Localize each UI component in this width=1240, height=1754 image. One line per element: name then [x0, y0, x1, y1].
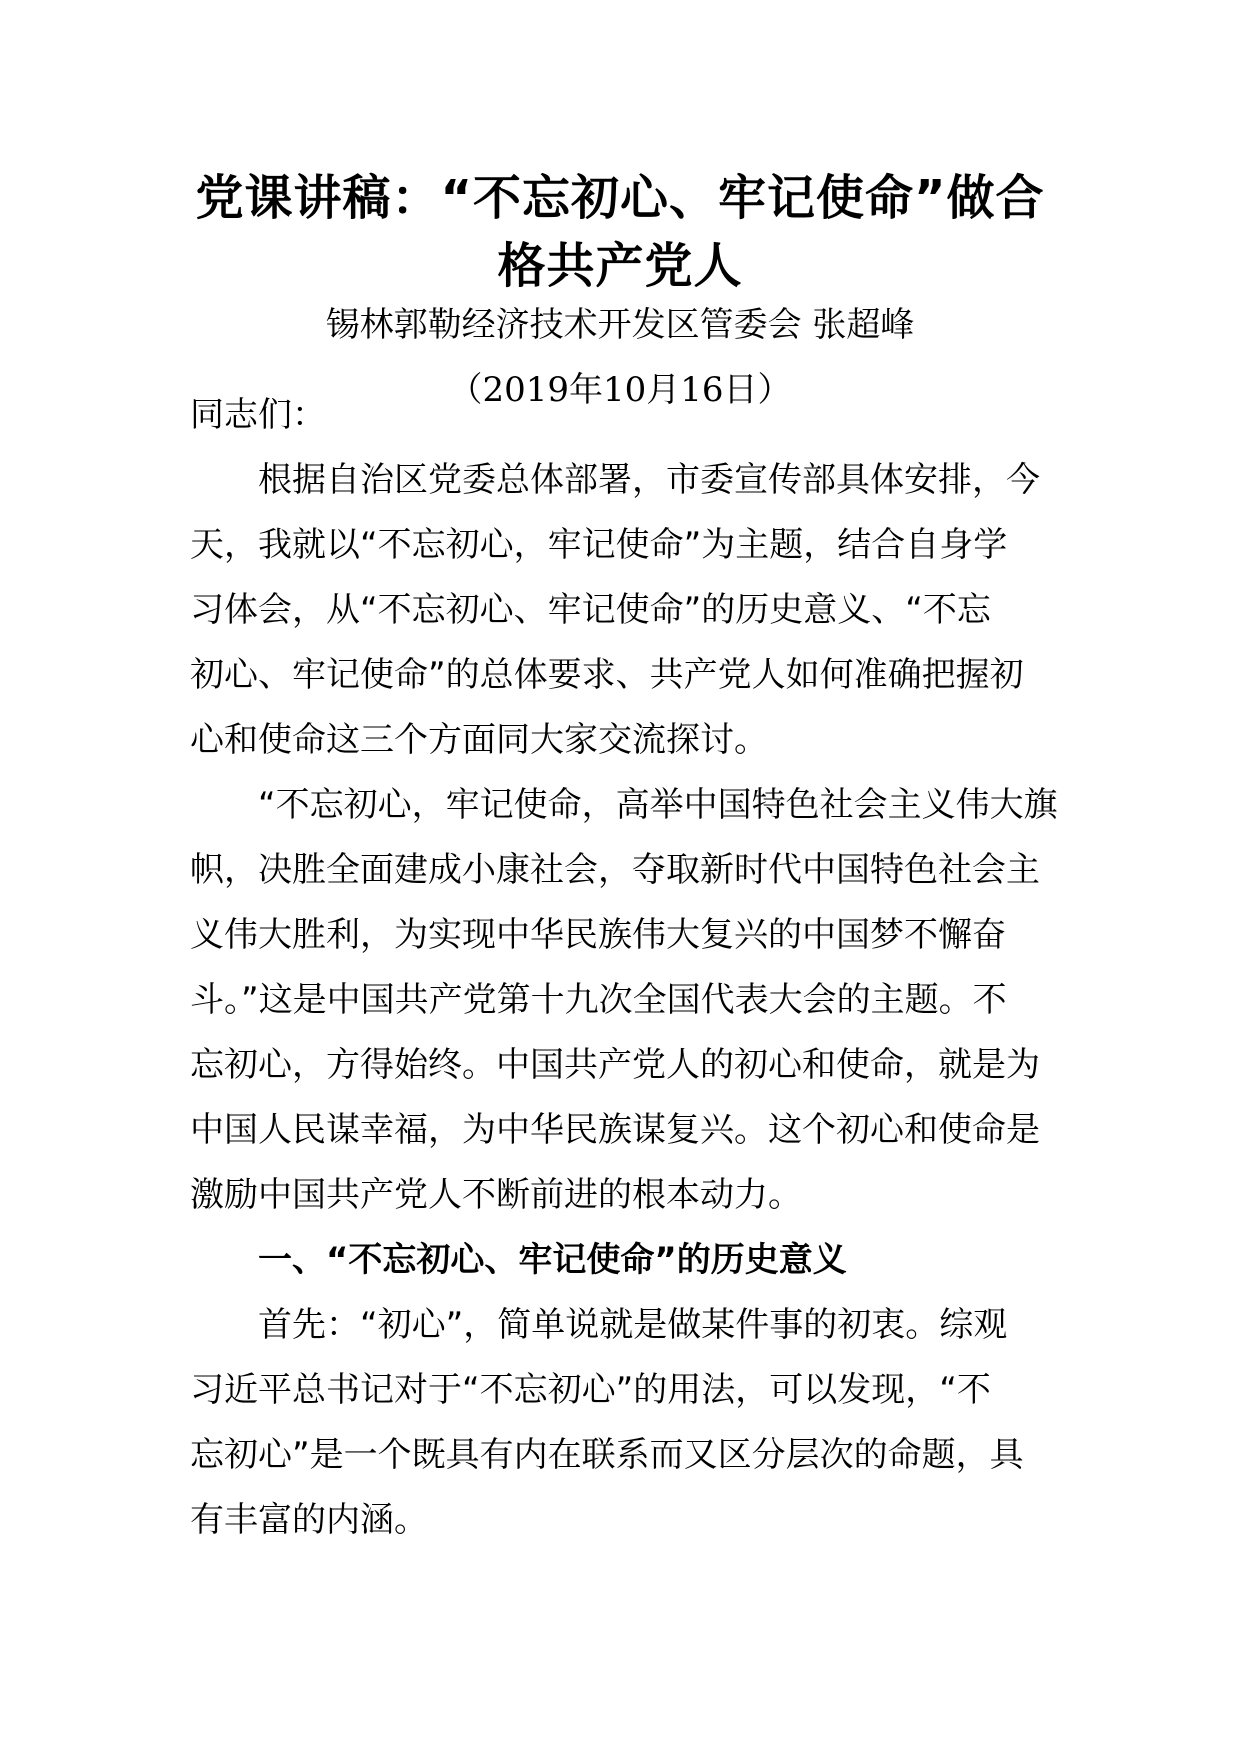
paragraph-2-line: “不忘初心，牢记使命，高举中国特色社会主义伟大旗 — [258, 785, 1058, 825]
paragraph-1-line: 心和使命这三个方面同大家交流探讨。 — [190, 720, 768, 760]
paragraph-1-line: 根据自治区党委总体部署，市委宣传部具体安排，今 — [258, 460, 1040, 500]
salutation: 同志们： — [190, 395, 326, 435]
paragraph-2-line: 帜，决胜全面建成小康社会，夺取新时代中国特色社会主 — [190, 850, 1040, 890]
section-heading: 一、“不忘初心、牢记使命”的历史意义 — [258, 1240, 847, 1280]
document-title-line-1: 党课讲稿：“不忘初心、牢记使命”做合 — [195, 170, 1045, 226]
date-line: （2019年10月16日） — [448, 370, 792, 410]
document-title-line-2: 格共产党人 — [497, 238, 743, 294]
paragraph-2-line: 中国人民谋幸福，为中华民族谋复兴。这个初心和使命是 — [190, 1110, 1040, 1150]
paragraph-2-line: 斗。”这是中国共产党第十九次全国代表大会的主题。不 — [190, 980, 1007, 1020]
paragraph-2-line: 义伟大胜利，为实现中华民族伟大复兴的中国梦不懈奋 — [190, 915, 1006, 955]
author-line: 锡林郭勒经济技术开发区管委会 张超峰 — [325, 305, 915, 345]
paragraph-3-line: 忘初心”是一个既具有内在联系而又区分层次的命题，具 — [190, 1435, 1024, 1475]
paragraph-3-line: 首先：“初心”，简单说就是做某件事的初衷。综观 — [258, 1305, 1008, 1345]
paragraph-3-line: 有丰富的内涵。 — [190, 1500, 428, 1540]
paragraph-3-line: 习近平总书记对于“不忘初心”的用法，可以发现，“不 — [190, 1370, 991, 1410]
paragraph-2-line: 忘初心，方得始终。中国共产党人的初心和使命，就是为 — [190, 1045, 1040, 1085]
paragraph-2-line: 激励中国共产党人不断前进的根本动力。 — [190, 1175, 802, 1215]
paragraph-1-line: 习体会，从“不忘初心、牢记使命”的历史意义、“不忘 — [190, 590, 991, 630]
paragraph-1-line: 初心、牢记使命”的总体要求、共产党人如何准确把握初 — [190, 655, 1024, 695]
paragraph-1-line: 天，我就以“不忘初心，牢记使命”为主题，结合自身学 — [190, 525, 1008, 565]
